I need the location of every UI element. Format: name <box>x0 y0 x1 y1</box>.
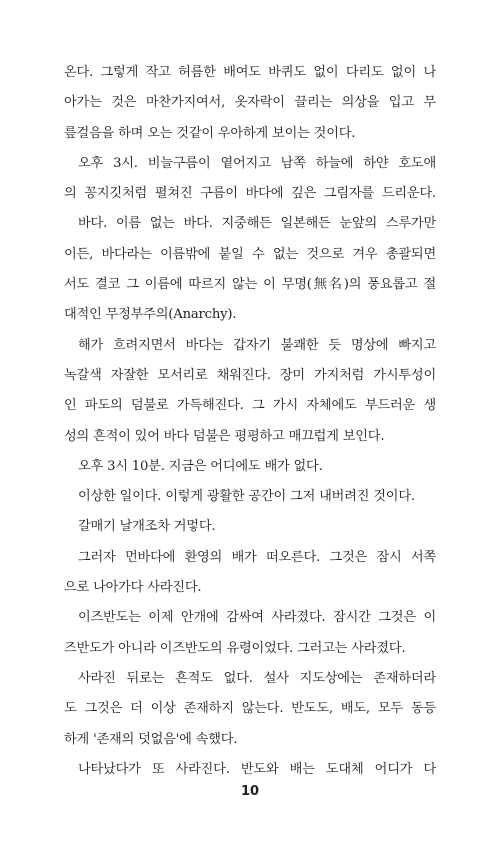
text-line: 아가는 것은 마찬가지여서, 옷자락이 끌리는 의상을 입고 무 <box>64 95 436 111</box>
text-line: 인 파도의 덤불로 가득해진다. 그 가시 자체에도 부드러운 생 <box>64 398 436 414</box>
text-line: 그러자 먼바다에 환영의 배가 떠오른다. 그것은 잠시 서쪽 <box>78 549 436 565</box>
text-line: 이상한 일이다. 이렇게 광활한 공간이 그저 내버려진 것이다. <box>78 489 415 505</box>
text-line: 사라진 뒤로는 흔적도 없다. 설사 지도상에는 존재하더라 <box>78 670 436 686</box>
text-line: 바다. 이름 없는 바다. 지중해든 일본해든 눈앞의 스루가만 <box>78 216 436 232</box>
text-line: 녹갈색 자잘한 모서리로 채워진다. 장미 가지처럼 가시투성이 <box>64 367 436 383</box>
text-line: 갈매기 날개조차 거멓다. <box>78 519 216 535</box>
text-line: 즈반도가 아니라 이즈반도의 유령이었다. 그러고는 사라졌다. <box>64 640 406 656</box>
text-line: 이든, 바다라는 이름밖에 붙일 수 없는 것으로 겨우 총괄되면 <box>64 246 436 262</box>
text-line: 온다. 그렇게 작고 허름한 배여도 바퀴도 없이 다리도 없이 나 <box>64 65 436 80</box>
text-line: 오후 3시. 비늘구름이 옅어지고 남쪽 하늘에 하얀 호도애 <box>78 155 436 171</box>
text-line: 서도 결코 그 이름에 따르지 않는 이 무명(無名)의 풍요롭고 절 <box>64 277 436 293</box>
text-line: 하게 '존재의 덧없음'에 속했다. <box>64 731 238 747</box>
page-number: 10 <box>240 784 260 799</box>
text-line: 이즈반도는 이제 안개에 감싸여 사라졌다. 잠시간 그것은 이 <box>78 610 436 626</box>
text-line: 오후 3시 10분. 지금은 어디에도 배가 없다. <box>78 458 323 474</box>
text-line: 릎걸음을 하며 오는 것같이 우아하게 보이는 것이다. <box>64 125 356 141</box>
text-line: 대적인 무정부주의(Anarchy). <box>64 307 237 323</box>
text-line: 나타났다가 또 사라진다. 반도와 배는 도대체 어디가 다 <box>78 761 436 777</box>
body-text <box>64 58 436 785</box>
text-line: 해가 흐려지면서 바다는 갑자기 불쾌한 듯 명상에 빠지고 <box>78 337 436 353</box>
text-line: 성의 흔적이 있어 바다 덤불은 평평하고 매끄럽게 보인다. <box>64 428 385 444</box>
text-line: 의 꽁지깃처럼 펼쳐진 구름이 바다에 깊은 그림자를 드리운다. <box>64 186 436 202</box>
text-line: 으로 나아가다 사라진다. <box>64 580 202 596</box>
text-line: 도 그것은 더 이상 존재하지 않는다. 반도도, 배도, 모두 동등 <box>64 701 436 717</box>
